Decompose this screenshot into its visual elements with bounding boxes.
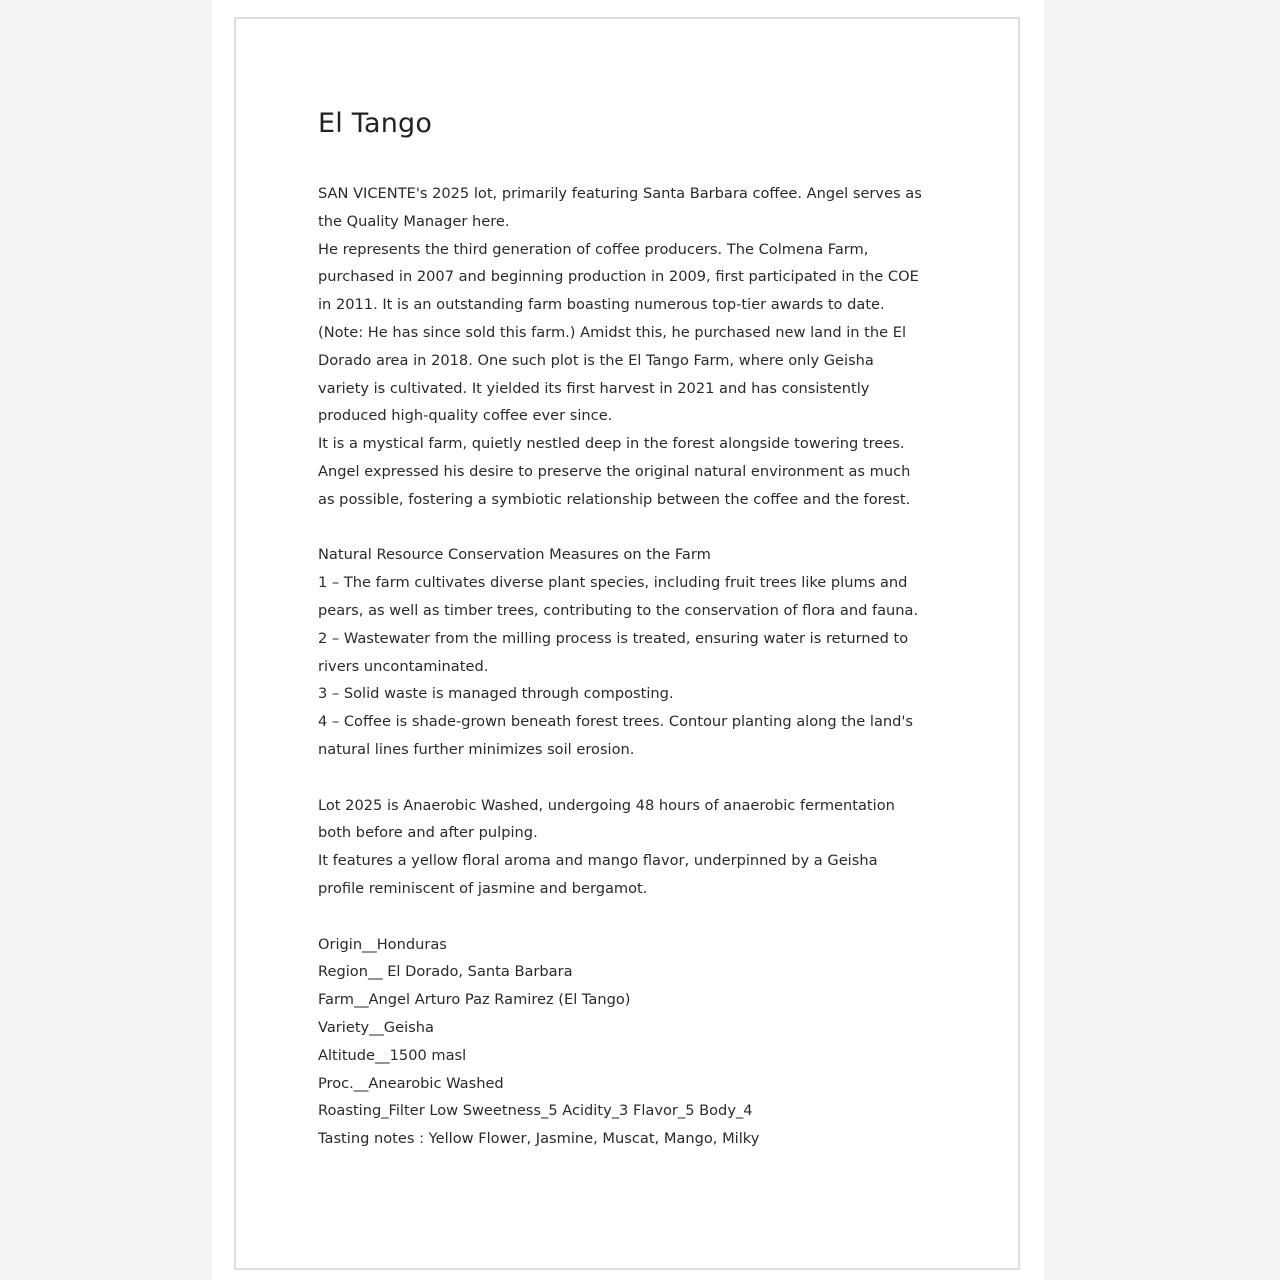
text-line: 1 – The farm cultivates diverse plant species, including fruit trees like plums and <box>318 574 908 592</box>
text-line: Roasting_Filter Low Sweetness_5 Acidity_3 Flavor_5 Body_4 <box>318 1102 753 1120</box>
text-line: rivers uncontaminated. <box>318 657 489 675</box>
text-line: Altitude__1500 masl <box>318 1046 467 1064</box>
text-line: He represents the third generation of coffee producers. The Colmena Farm, <box>318 240 869 258</box>
text-line: pears, as well as timber trees, contributing to the conservation of flora and fauna. <box>318 601 919 619</box>
text-line: Variety__Geisha <box>318 1018 434 1036</box>
conservation-section <box>318 541 958 763</box>
text-line: Proc.__Anearobic Washed <box>318 1074 504 1092</box>
text-line: Tasting notes : Yellow Flower, Jasmine, Muscat, Mango, Milky <box>318 1130 760 1148</box>
text-line: the Quality Manager here. <box>318 212 510 230</box>
text-line: both before and after pulping. <box>318 824 538 842</box>
lot-description <box>318 792 958 903</box>
section-gap <box>318 764 958 792</box>
document-body <box>318 180 958 1153</box>
text-line: variety is cultivated. It yielded its first harvest in 2021 and has consistently <box>318 379 870 397</box>
text-line: Angel expressed his desire to preserve the original natural environment as much <box>318 462 911 480</box>
text-line: profile reminiscent of jasmine and bergamot. <box>318 879 648 897</box>
text-line: (Note: He has since sold this farm.) Amidst this, he purchased new land in the El <box>318 323 907 341</box>
text-line: SAN VICENTE's 2025 lot, primarily featuring Santa Barbara coffee. Angel serves as <box>318 185 922 202</box>
text-line: natural lines further minimizes soil erosion. <box>318 740 635 758</box>
text-line: produced high-quality coffee ever since. <box>318 407 613 425</box>
text-line: Region__ El Dorado, Santa Barbara <box>318 963 573 981</box>
intro-paragraph <box>318 180 958 514</box>
section-gap <box>318 903 958 931</box>
text-line: Lot 2025 is Anaerobic Washed, undergoing 48 hours of anaerobic fermentation <box>318 796 895 814</box>
text-line: Farm__Angel Arturo Paz Ramirez (El Tango) <box>318 991 631 1009</box>
text-line: 2 – Wastewater from the milling process is treated, ensuring water is returned to <box>318 629 909 647</box>
text-line: Dorado area in 2018. One such plot is the El Tango Farm, where only Geisha <box>318 351 874 369</box>
text-line: purchased in 2007 and beginning production in 2009, first participated in the COE <box>318 268 919 286</box>
text-line: Natural Resource Conservation Measures on the Farm <box>318 546 711 564</box>
text-line: in 2011. It is an outstanding farm boasting numerous top-tier awards to date. <box>318 296 885 314</box>
text-line: as possible, fostering a symbiotic relationship between the coffee and the forest. <box>318 490 911 508</box>
text-line: It features a yellow floral aroma and mango flavor, underpinned by a Geisha <box>318 852 878 870</box>
text-line: Origin__Honduras <box>318 935 447 953</box>
section-gap <box>318 514 958 542</box>
coffee-specs <box>318 931 958 1153</box>
text-line: 3 – Solid waste is managed through composting. <box>318 685 674 703</box>
document-title: El Tango <box>318 108 433 139</box>
text-line: It is a mystical farm, quietly nestled deep in the forest alongside towering trees. <box>318 435 905 453</box>
text-line: 4 – Coffee is shade-grown beneath forest trees. Contour planting along the land's <box>318 713 914 731</box>
